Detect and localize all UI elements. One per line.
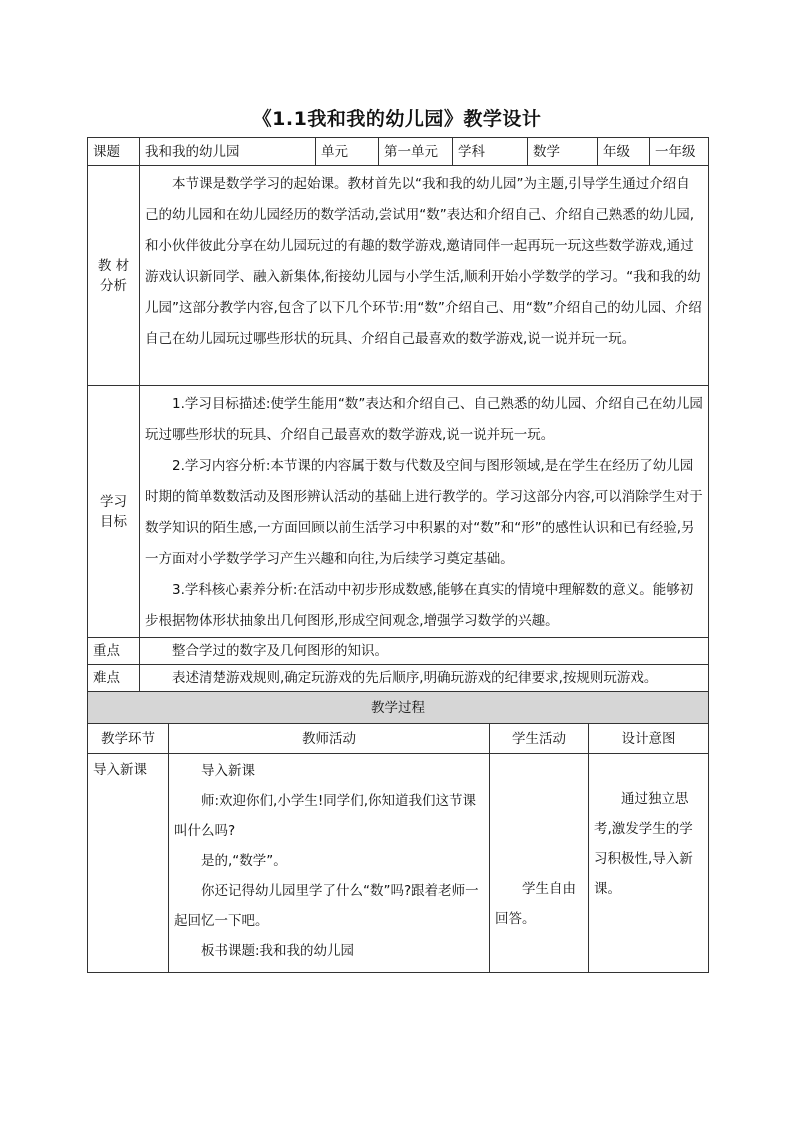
design-intent: 通过独立思考,激发学生的学习积极性,导入新课。 [594, 791, 693, 897]
difficulty-row [88, 665, 709, 692]
process-row-intro [88, 754, 709, 973]
col-teacher: 教师活动 [169, 724, 490, 754]
objectives-label: 学习 目标 [88, 386, 140, 638]
key-point-row [88, 638, 709, 665]
key-point-label: 重点 [88, 638, 140, 665]
lesson-info-table [87, 137, 709, 692]
col-stage: 教学环节 [88, 724, 169, 754]
grade-value: 一年级 [650, 138, 709, 166]
process-heading-row [88, 692, 709, 724]
col-student: 学生活动 [490, 724, 589, 754]
analysis-text: 本节课是数学学习的起始课。教材首先以“我和我的幼儿园”为主题,引导学生通过介绍自己的幼儿园和在幼儿园经历的数学活动,尝试用“数”表达和介绍自己、介绍自己熟悉的幼儿园,和小伙伴彼此分享在幼儿园玩过的有趣的数学游戏,邀请同伴一起再玩一玩这些数学游戏,通过游戏认识新同学、融入新集体,衔接幼儿园与小学生活,顺利开始小学数学的学习。“我和我的幼儿园”这部分教学内容,包含了以下几个环节:用“数”介绍自己、用“数”介绍自己的幼儿园、介绍自己在幼儿园玩过哪些形状的玩具、介绍自己最喜欢的数学游戏,说一说并玩一玩。 [145, 176, 702, 347]
teacher-line-1: 导入新课 [201, 763, 255, 779]
header-row [88, 138, 709, 166]
teacher-line-2: 师:欢迎你们,小学生!同学们,你知道我们这节课叫什么吗? [174, 793, 477, 839]
stage-cell: 导入新课 [88, 754, 169, 973]
subject-value: 数学 [528, 138, 598, 166]
document-title: 《1.1我和我的幼儿园》教学设计 [252, 108, 542, 130]
key-point-text: 整合学过的数字及几何图形的知识。 [172, 642, 388, 659]
course-value: 我和我的幼儿园 [140, 138, 316, 166]
teacher-line-5: 板书课题:我和我的幼儿园 [201, 943, 355, 959]
subject-label: 学科 [453, 138, 528, 166]
teacher-line-3: 是的,“数学”。 [201, 853, 287, 869]
course-label: 课题 [88, 138, 140, 166]
teacher-line-4: 你还记得幼儿园里学了什么“数”吗?跟着老师一起回忆一下吧。 [174, 883, 479, 929]
grade-label: 年级 [598, 138, 650, 166]
process-columns-row [88, 724, 709, 754]
unit-label: 单元 [316, 138, 379, 166]
analysis-row [88, 166, 709, 386]
student-activity: 学生自由回答。 [495, 881, 576, 927]
analysis-label: 教 材 分析 [88, 166, 140, 386]
objective-2: 2.学习内容分析:本节课的内容属于数与代数及空间与图形领域,是在学生在经历了幼儿园时期的简单数数活动及图形辨认活动的基础上进行教学的。学习这部分内容,可以消除学生对于数学知识的陌生感,一方面回顾以前生活学习中积累的对“数”和“形”的感性认识和已有经验,另一方面对小学数学学习产生兴趣和向往,为后续学习奠定基础。 [145, 458, 703, 567]
col-intent: 设计意图 [589, 724, 709, 754]
difficulty-label: 难点 [88, 665, 140, 692]
process-heading: 教学过程 [88, 692, 709, 724]
objectives-row [88, 386, 709, 638]
difficulty-text: 表述清楚游戏规则,确定玩游戏的先后顺序,明确玩游戏的纪律要求,按规则玩游戏。 [172, 669, 658, 686]
unit-value: 第一单元 [379, 138, 453, 166]
objective-1: 1.学习目标描述:使学生能用“数”表达和介绍自己、自己熟悉的幼儿园、介绍自己在幼儿园玩过哪些形状的玩具、介绍自己最喜欢的数学游戏,说一说并玩一玩。 [145, 396, 703, 443]
objective-3: 3.学科核心素养分析:在活动中初步形成数感,能够在真实的情境中理解数的意义。能够初步根据物体形状抽象出几何图形,形成空间观念,增强学习数学的兴趣。 [145, 582, 694, 629]
teaching-process-table [87, 691, 709, 973]
